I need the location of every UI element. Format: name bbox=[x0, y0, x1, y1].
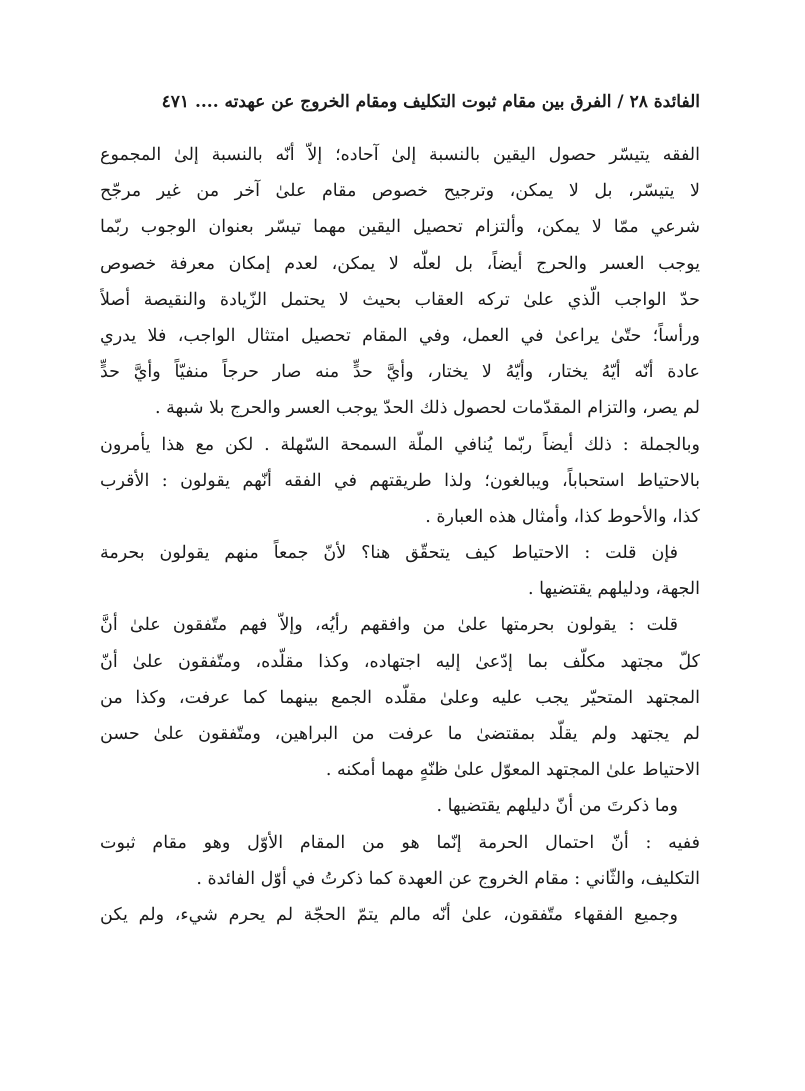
text-line-4: يوجب العسر والحرج أيضاً، بل لعلّه لا يمكن، لعدم إمكان معرفة خصوص bbox=[100, 253, 700, 274]
text-line-1: الفقه يتيسّر حصول اليقين بالنسبة إلىٰ آحاده؛ إلاّ أنّه بالنسبة إلىٰ المجموع bbox=[100, 145, 700, 165]
text-line-16: المجتهد المتحيّر يجب عليه وعلىٰ مقلّده الجمع بينهما كما عرفت، وكذا من bbox=[100, 687, 700, 708]
text-line-20: ففيه : أنّ احتمال الحرمة إنّما هو من المقام الأوّل وهو مقام ثبوت bbox=[100, 832, 700, 853]
text-line-8: لم يصر، والتزام المقدّمات لحصول ذلك الحدّ يوجب العسر والحرج بلا شبهة . bbox=[155, 398, 700, 419]
text-line-17: لم يجتهد ولم يقلّد بمقتضىٰ ما عرفت من البراهين، ومتّفقون علىٰ حسن bbox=[100, 724, 700, 744]
text-line-10: بالاحتياط استحباباً، ويبالغون؛ ولذا طريقتهم في الفقه أنّهم يقولون : الأقرب bbox=[100, 470, 700, 491]
text-line-7: عادة أنّه أيّهُ يختار، وأيّهُ لا يختار، وأيَّ حدٍّ منه صار حرجاً منفيّاً وأيَّ حدٍّ bbox=[100, 362, 700, 383]
text-line-9: وبالجملة : ذلك أيضاً ربّما يُنافي الملّة السمحة السّهلة . لكن مع هذا يأمرون bbox=[100, 434, 700, 455]
body-text bbox=[100, 137, 700, 933]
text-line-19: وما ذكرتَ من أنّ دليلهم يقتضيها . bbox=[436, 796, 678, 817]
text-line-22: وجميع الفقهاء متّفقون، علىٰ أنّه مالم يتمّ الحجّة لم يحرم شيء، ولم يكن bbox=[100, 904, 678, 925]
text-line-12: فإن قلت : الاحتياط كيف يتحقّق هنا؟ لأنّ جمعاً منهم يقولون بحرمة bbox=[100, 543, 678, 564]
running-header: الفائدة ٢٨ / الفرق بين مقام ثبوت التكليف ومقام الخروج عن عهدته .... ٤٧١ bbox=[161, 92, 700, 112]
text-line-13: الجهة، ودليلهم يقتضيها . bbox=[527, 579, 700, 600]
text-line-2: لا يتيسّر، بل لا يمكن، وترجيح خصوص مقام علىٰ آخر من غير مرجّح bbox=[100, 181, 700, 202]
text-line-21: التكليف، والثّاني : مقام الخروج عن العهدة كما ذكرتُ في أوّل الفائدة . bbox=[196, 868, 700, 889]
text-line-6: ورأساً؛ حتّىٰ يراعىٰ في العمل، وفي المقام تحصيل امتثال الواجب، فلا يدري bbox=[100, 325, 700, 346]
text-line-11: كذا، والأحوط كذا، وأمثال هذه العبارة . bbox=[425, 506, 700, 527]
text-line-18: الاحتياط علىٰ المجتهد المعوّل علىٰ ظنّهٍ مهما أمكنه . bbox=[325, 760, 700, 781]
text-line-14: قلت : يقولون بحرمتها علىٰ من وافقهم رأيُه، وإلاّ فهم متّفقون علىٰ أنَّ bbox=[100, 615, 678, 636]
text-line-15: كلّ مجتهد مكلّف بما إدّعىٰ إليه اجتهاده، وكذا مقلّده، ومتّفقون علىٰ أنّ bbox=[100, 651, 700, 672]
text-line-5: حدّ الواجب الّذي علىٰ تركه العقاب بحيث لا يحتمل الزّيادة والنقيصة أصلاً bbox=[100, 289, 700, 310]
text-line-3: شرعي ممّا لا يمكن، وألتزام تحصيل اليقين مهما تيسّر بعنوان الوجوب ربّما bbox=[100, 217, 700, 238]
